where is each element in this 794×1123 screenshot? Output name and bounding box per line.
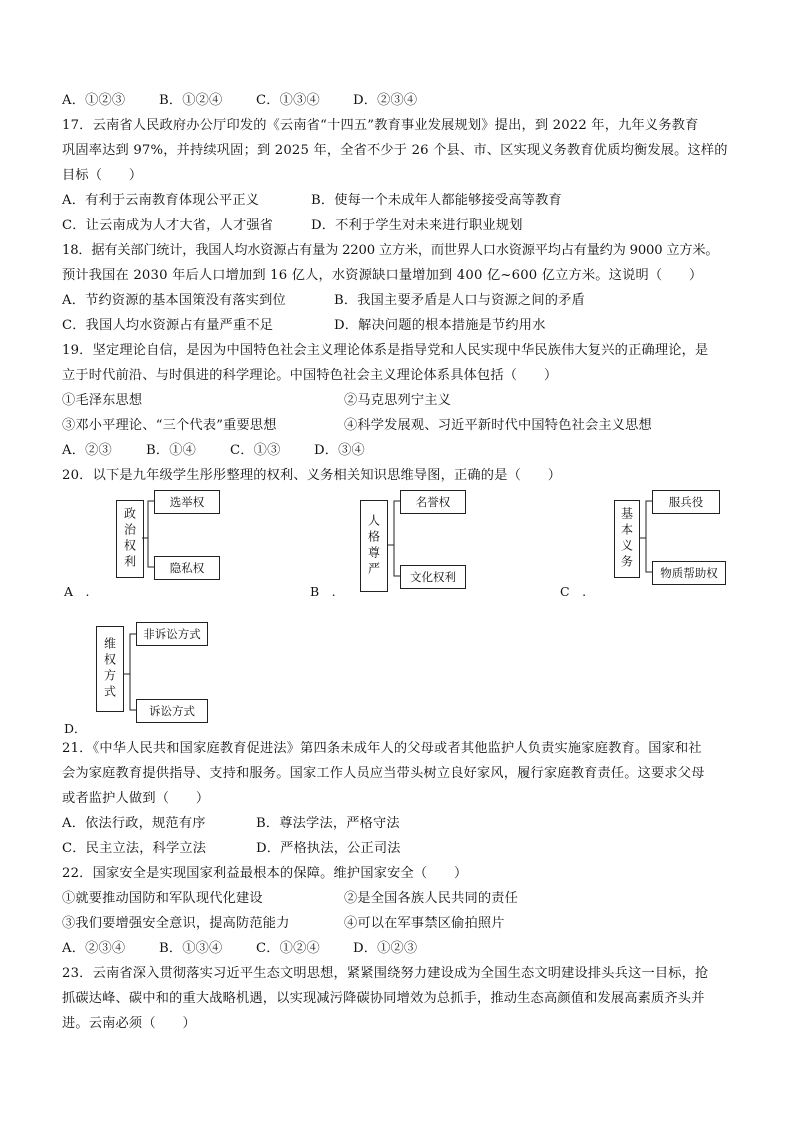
q20-diagram-row-abc (62, 488, 742, 616)
q23-stem-line-2: 抓碳达峰、碳中和的重大战略机遇，以实现减污降碳协同增效为总抓手，推动生态高颜值和发展高素质齐头并 (62, 991, 705, 1006)
q21-option-c: C．民主立法，科学立法 (62, 841, 207, 856)
q17-options-row-2 (62, 213, 742, 238)
q17-options-row-1 (62, 188, 742, 213)
diagram-d-root: 维权方式 (96, 626, 124, 712)
q22-option-c: C．①②④ (256, 941, 320, 956)
q18-option-d: D．解决问题的根本措施是节约用水 (334, 318, 546, 333)
q18-option-b: B．我国主要矛盾是人口与资源之间的矛盾 (334, 293, 585, 308)
q19-stem-line-1: 19．坚定理论自信，是因为中国特色社会主义理论体系是指导党和人民实现中华民族伟大复兴的正确理论，是 (62, 343, 709, 358)
diagram-b-label: B . (310, 584, 336, 599)
diagram-c-root: 基本义务 (614, 500, 640, 578)
q22-option-a: A．②③④ (62, 941, 126, 956)
q19-item-3: ③邓小平理论、“三个代表”重要思想 (62, 418, 277, 433)
q17-option-a: A．有利于云南教育体现公平正义 (62, 193, 260, 208)
q18-stem-line-2: 预计我国在 2030 年后人口增加到 16 亿人，水资源缺口量增加到 400 亿~600 亿立方米。这说明（ ） (62, 268, 703, 283)
q17-stem-line-3: 目标（ ） (62, 168, 143, 183)
q16-option-a: A．①②③ (62, 93, 126, 108)
q22-option-b: B．①③④ (159, 941, 223, 956)
diagram-b-bottom: 文化权利 (400, 565, 466, 589)
q22-items-row-1 (62, 886, 742, 911)
q22-option-d: D．①②③ (353, 941, 418, 956)
q16-options (62, 88, 742, 113)
q18-options-row-1 (62, 288, 742, 313)
q19-items-row-2 (62, 413, 742, 438)
diagram-c-bottom: 物质帮助权 (652, 561, 726, 585)
q17-stem-line-2: 巩固率达到 97%，并持续巩固；到 2025 年，全省不少于 26 个县、市、区实现义务教育优质均衡发展。这样的 (62, 143, 728, 158)
q19-stem-line-2: 立于时代前沿、与时俱进的科学理论。中国特色社会主义理论体系具体包括（ ） (62, 368, 558, 383)
q21-stem-line-2: 会为家庭教育提供指导、支持和服务。国家工作人员应当带头树立良好家风，履行家庭教育责任。这要求父母 (62, 766, 705, 781)
q19-items-row-1 (62, 388, 742, 413)
q18-stem-line-1: 18．据有关部门统计，我国人均水资源占有量为 2200 立方米，而世界人口水资源平均占有量约为 9000 立方米。 (62, 243, 719, 258)
diagram-c-label: C . (560, 584, 587, 599)
q19-item-1: ①毛泽东思想 (62, 393, 143, 408)
q19-item-4: ④科学发展观、习近平新时代中国特色社会主义思想 (344, 418, 652, 433)
q17-option-d: D．不利于学生对未来进行职业规划 (311, 218, 523, 233)
q20-stem-line-1: 20．以下是九年级学生彤彤整理的权利、义务相关知识思维导图，正确的是（ ） (62, 468, 562, 483)
q21-options-row-2 (62, 836, 742, 861)
q23-stem-line-3: 进。云南必须（ ） (62, 1016, 196, 1031)
q22-item-4: ④可以在军事禁区偷拍照片 (344, 916, 505, 931)
q21-options-row-1 (62, 811, 742, 836)
diagram-b-top: 名誉权 (400, 490, 466, 514)
diagram-c-top: 服兵役 (652, 490, 720, 514)
diagram-d-top: 非诉讼方式 (136, 622, 208, 646)
q17-stem-line-1: 17．云南省人民政府办公厅印发的《云南省“十四五”教育事业发展规划》提出，到 2022 年，九年义务教育 (62, 118, 699, 133)
q16-option-d: D．②③④ (353, 93, 418, 108)
q17-option-c: C．让云南成为人才大省，人才强省 (62, 218, 274, 233)
q18-option-a: A．节约资源的基本国策没有落实到位 (62, 293, 286, 308)
q16-option-c: C．①③④ (256, 93, 320, 108)
q22-options (62, 936, 742, 961)
diagram-a-bottom: 隐私权 (154, 556, 220, 580)
q20-diagram-row-d (62, 616, 742, 736)
q19-item-2: ②马克思列宁主义 (344, 393, 452, 408)
diagram-b-root: 人格尊严 (360, 500, 388, 592)
diagram-a-top: 选举权 (154, 490, 220, 514)
q21-option-d: D．严格执法，公正司法 (256, 841, 401, 856)
q18-options-row-2 (62, 313, 742, 338)
diagram-d-label: D． (64, 721, 87, 736)
diagram-d-bottom: 诉讼方式 (136, 699, 208, 723)
q19-options (62, 438, 742, 463)
q22-item-1: ①就要推动国防和军队现代化建设 (62, 891, 263, 906)
diagram-a-label: A . (64, 584, 90, 599)
q22-stem-line-1: 22．国家安全是实现国家利益最根本的保障。维护国家安全（ ） (62, 866, 468, 881)
q21-option-a: A．依法行政，规范有序 (62, 816, 206, 831)
diagram-a-root: 政治权利 (116, 500, 144, 578)
q18-option-c: C．我国人均水资源占有量严重不足 (62, 318, 274, 333)
q16-option-b: B．①②④ (159, 93, 223, 108)
q19-option-b: B．①④ (146, 443, 197, 458)
exam-page (62, 88, 742, 1036)
q17-option-b: B．使每一个未成年人都能够接受高等教育 (311, 193, 562, 208)
q23-stem-line-1: 23．云南省深入贯彻落实习近平生态文明思想，紧紧围绕努力建设成为全国生态文明建设排头兵这一目标，抢 (62, 966, 709, 981)
q19-option-d: D．③④ (314, 443, 365, 458)
q22-item-3: ③我们要增强安全意识，提高防范能力 (62, 916, 290, 931)
q22-items-row-2 (62, 911, 742, 936)
q21-option-b: B．尊法学法，严格守法 (256, 816, 400, 831)
q21-stem-line-3: 或者监护人做到（ ） (62, 791, 210, 806)
q19-option-c: C．①③ (230, 443, 281, 458)
q22-item-2: ②是全国各族人民共同的责任 (344, 891, 519, 906)
q19-option-a: A．②③ (62, 443, 112, 458)
q21-stem-line-1: 21．《中华人民共和国家庭教育促进法》第四条未成年人的父母或者其他监护人负责实施家庭教育。国家和社 (62, 741, 702, 756)
